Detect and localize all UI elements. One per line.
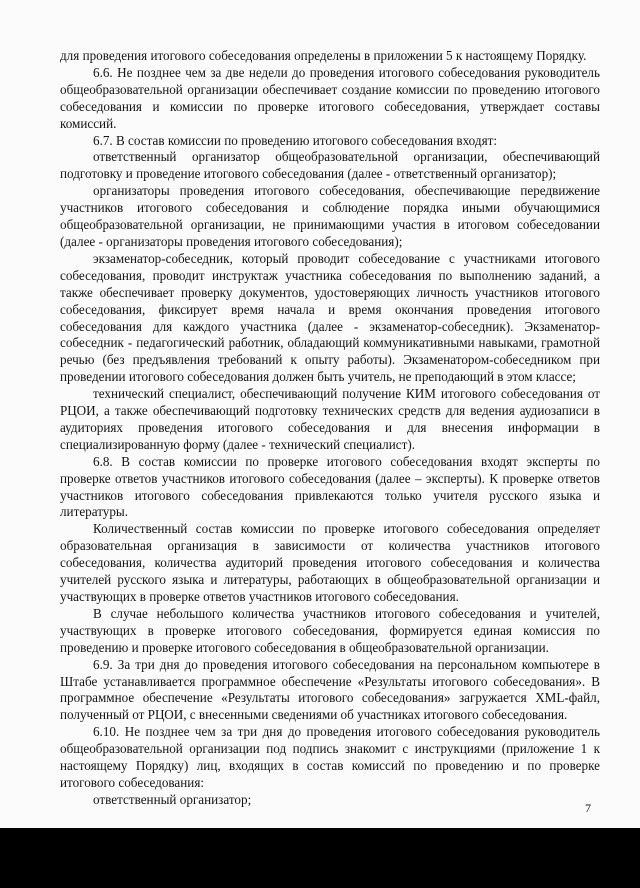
paragraph-6-6: 6.6. Не позднее чем за две недели до проведения итогового собеседования руководитель общеобразовательной организации обеспечивает создание комиссии по проведению итогового собеседования и комиссии по проверке итогового собеседования, утверждает составы комиссий. — [60, 64, 600, 131]
paragraph-single-commission: В случае небольшого количества участников итогового собеседования и учителей, участвующих в проверке итогового собеседования, формируется единая комиссия по проведению и проверке итогового собеседования в общеобразовательной организации. — [60, 605, 600, 655]
paragraph-organizers: организаторы проведения итогового собеседования, обеспечивающие передвижение участников итогового собеседования и соблюдение порядка иными обучающимися общеобразовательной организации, не принимающими участия в итоговом собеседовании (далее - организаторы проведения итогового собеседования); — [60, 183, 600, 249]
scan-bottom-border — [0, 828, 640, 888]
paragraph-6-8: 6.8. В состав комиссии по проверке итогового собеседования входят эксперты по проверке ответов участников итогового собеседования (далее – эксперты). К проверке ответов участников итогового собеседования привлекаются только учителя русского языка и литературы. — [60, 453, 600, 520]
document-body — [60, 48, 600, 809]
paragraph-list-item-responsible: ответственный организатор; — [93, 791, 252, 807]
page-number: 7 — [585, 801, 591, 815]
paragraph-responsible-organizer: ответственный организатор общеобразовательной организации, обеспечивающий подготовку и проведение итогового собеседования (далее - ответственный организатор); — [60, 149, 600, 182]
paragraph-technical-specialist: технический специалист, обеспечивающий получение КИМ итогового собеседования от РЦОИ, а также обеспечивающий подготовку технических средств для ведения аудиозаписи в аудиториях проведения итогового собеседования и для внесения информации в специализированную форму (далее - технический специалист). — [60, 386, 600, 452]
paragraph-6-9: 6.9. За три дня до проведения итогового собеседования на персональном компьютере в Штабе устанавливается программное обеспечение «Результаты итогового собеседования». В программное обеспечение «Результаты итогового собеседования» загружается XML-файл, полученный от РЦОИ, с внесенными сведениями об участниках итогового собеседования. — [60, 656, 600, 723]
paragraph-examiner-interlocutor: экзаменатор-собеседник, который проводит собеседование с участниками итогового собеседования, проводит инструктаж участника собеседования по выполнению заданий, а также обеспечивает проверку документов, удостоверяющих личность участников итогового собеседования, фиксирует время начала и время окончания проведения итогового собеседования для каждого участника (далее - экзаменатор-собеседник). Экзаменатор-собеседник - педагогический работник, обладающий коммуникативными навыками, грамотной речью (без предъявления требований к опыту работы). Экзаменатором-собеседником при проведении итогового собеседования должен быть учитель, не преподающий в этом классе; — [60, 250, 600, 385]
paragraph-continuation: для проведения итогового собеседования определены в приложении 5 к настоящему Порядку. — [60, 48, 587, 63]
paragraph-6-7: 6.7. В состав комиссии по проведению итогового собеседования входят: — [93, 132, 498, 148]
paragraph-6-10: 6.10. Не позднее чем за три дня до проведения итогового собеседования руководитель общеобразовательной организации под подпись знакомит с инструкциями (приложение 1 к настоящему Порядку) лиц, входящих в состав комиссий по проведению и по проверке итогового собеседования: — [60, 724, 600, 790]
paragraph-commission-size: Количественный состав комиссии по проверке итогового собеседования определяет образовательная организация в зависимости от количества участников итогового собеседования, количества аудиторий проведения итогового собеседования и количества учителей русского языка и литературы, работающих в общеобразовательной организации и участвующих в проверке ответов участников итогового собеседования. — [60, 521, 600, 604]
